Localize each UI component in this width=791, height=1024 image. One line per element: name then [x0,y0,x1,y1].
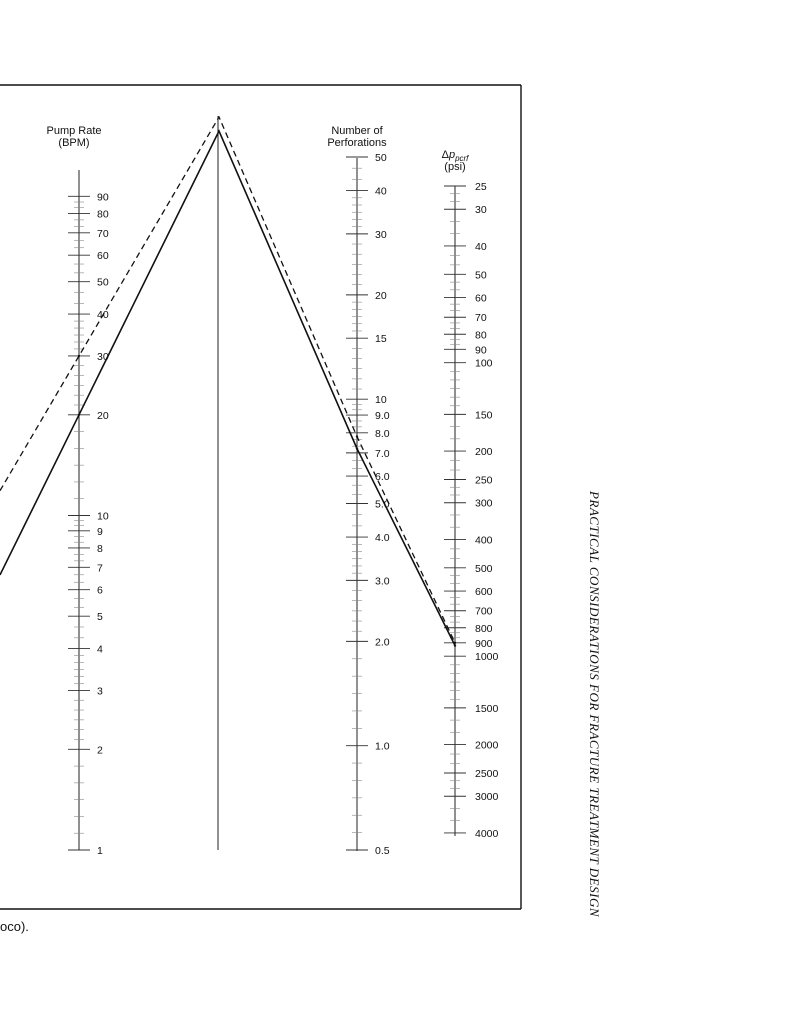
tick-label-dp: 150 [475,409,493,422]
tick-label-pump: 60 [97,250,109,263]
tick-label-dp: 1000 [475,651,499,664]
crossing-point-solid [356,447,358,449]
tick-label-pump: 30 [97,350,109,363]
tick-label-perfs: 1.0 [375,740,390,753]
tick-label-pump: 4 [97,643,103,656]
tick-label-dp: 100 [475,357,493,370]
tick-label-dp: 500 [475,562,493,575]
tick-label-pump: 20 [97,409,109,422]
axis-dp [442,149,499,840]
axis-title-dp: (psi) [444,161,466,173]
tick-label-perfs: 15 [375,333,387,346]
tick-label-dp: 90 [475,344,487,357]
crossing-point-solid [78,414,80,416]
tick-label-pump: 5 [97,611,103,624]
tick-label-pump: 40 [97,309,109,322]
tick-label-perfs: 9.0 [375,410,390,423]
tick-label-pump: 7 [97,562,103,575]
tick-label-dp: 40 [475,240,487,253]
tick-label-dp: 700 [475,605,493,618]
axis-perfs [327,125,389,857]
tick-label-dp: 900 [475,637,493,650]
figure-caption-tail: oco). [0,919,29,934]
axis-title-dp: $\Delta p_{pcrf}$ [441,149,469,163]
chart-frame [0,85,521,909]
tick-label-perfs: 20 [375,289,387,302]
tick-label-pump: 3 [97,685,103,698]
tick-label-perfs: 6.0 [375,471,390,484]
tick-label-dp: 200 [475,446,493,459]
crossing-point-dashed [454,642,456,644]
tick-label-dp: 250 [475,474,493,487]
tick-label-perfs: 30 [375,228,387,241]
tick-label-dp: 80 [475,329,487,342]
tick-label-perfs: 8.0 [375,427,390,440]
tick-label-pump: 80 [97,208,109,221]
tick-label-pump: 6 [97,584,103,597]
tick-label-dp: 4000 [475,827,499,840]
tick-label-perfs: 50 [375,152,387,164]
construction-line-solid [0,131,455,649]
tick-label-pump: 70 [97,227,109,240]
tick-label-perfs: 2.0 [375,636,390,649]
tick-label-perfs: 3.0 [375,575,390,588]
tick-label-perfs: 7.0 [375,447,390,460]
tick-label-dp: 60 [475,292,487,305]
tick-label-pump: 1 [97,845,103,857]
tick-label-dp: 25 [475,181,487,193]
tick-label-dp: 30 [475,204,487,217]
axis-title-pump: Pump Rate [46,125,102,137]
tick-label-pump: 9 [97,525,103,538]
tick-label-dp: 70 [475,312,487,325]
tick-label-pump: 50 [97,276,109,289]
tick-label-perfs: 5.0 [375,498,390,511]
tick-label-dp: 600 [475,586,493,599]
tick-label-dp: 50 [475,269,487,282]
axis-title-pump: (BPM) [58,137,90,149]
tick-label-pump: 2 [97,744,103,757]
tick-label-pump: 10 [97,510,109,523]
axis-pump [46,125,108,857]
tick-label-perfs: 0.5 [375,845,390,857]
tick-label-dp: 400 [475,534,493,547]
axis-title-perfs: Perforations [327,137,387,149]
tick-label-dp: 2500 [475,768,499,780]
axis-title-perfs: Number of [331,125,383,137]
axes-layer [46,116,498,857]
tick-label-pump: 90 [97,191,109,204]
tick-label-dp: 1500 [475,702,499,715]
tick-label-dp: 2000 [475,739,499,752]
tick-label-perfs: 4.0 [375,532,390,545]
crossing-point-dashed [78,355,80,357]
tick-label-dp: 300 [475,497,493,510]
tick-label-dp: 3000 [475,791,499,804]
tick-label-perfs: 10 [375,394,387,407]
crossing-point-solid [454,644,456,646]
tick-label-dp: 800 [475,622,493,635]
crossing-point-dashed [356,435,358,437]
tick-label-pump: 8 [97,542,103,555]
tick-label-perfs: 40 [375,185,387,198]
running-head: PRACTICAL CONSIDERATIONS FOR FRACTURE TREATMENT DESIGN [587,490,602,918]
